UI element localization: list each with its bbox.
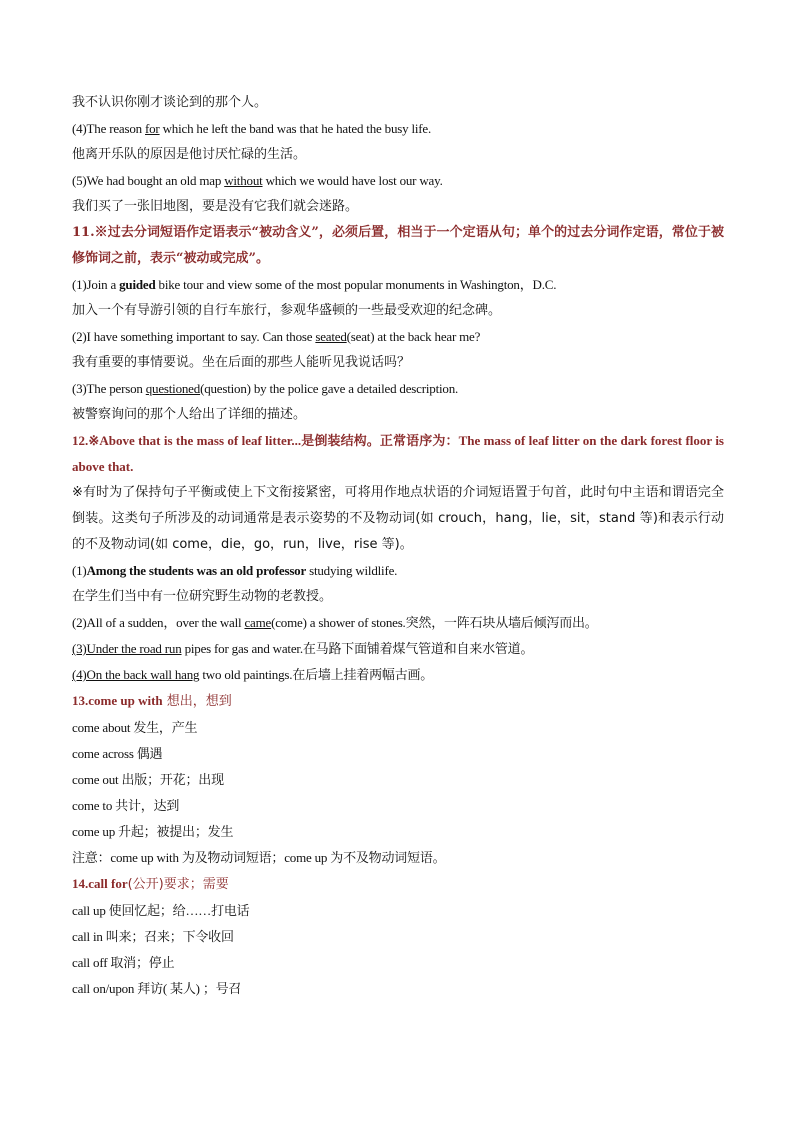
example-sentence: (2)I have something important to say. Can those seated(seat) at the back hear me? <box>72 329 481 344</box>
example-sentence: (3)Under the road run pipes for gas and water.在马路下面铺着煤气管道和自来水管道。 <box>72 641 534 656</box>
phrase-item: come across 偶遇 <box>72 746 163 761</box>
example-sentence: (3)The person questioned(question) by the police gave a detailed description. <box>72 381 459 396</box>
document-page <box>72 90 724 1002</box>
translation: 加入一个有导游引领的自行车旅行，参观华盛顿的一些最受欢迎的纪念碑。 <box>72 303 502 318</box>
phrase-item: call up 使回忆起；给……打电话 <box>72 903 250 918</box>
section-12-note: ※有时为了保持句子平衡或使上下文衔接紧密，可将用作地点状语的介词短语置于句首，此时句中主语和谓语完全倒装。这类句子所涉及的动词通常是表示姿势的不及物动词(如 crouch，hang，lie，sit，stand 等)和表示行动的不及物动词(如 come，die，go，run，live，rise 等)。 <box>72 485 724 552</box>
section-14-heading: 14.call for(公开)要求；需要 <box>72 876 229 892</box>
text-line: 我们买了一张旧地图，要是没有它我们就会迷路。 <box>72 199 359 214</box>
phrase-item: come out 出版；开花；出现 <box>72 772 224 787</box>
phrase-item: call off 取消；停止 <box>72 955 175 970</box>
example-sentence: (2)All of a sudden，over the wall came(come) a shower of stones.突然，一阵石块从墙后倾泻而出。 <box>72 615 598 630</box>
example-sentence: (1)Among the students was an old professor studying wildlife. <box>72 563 398 578</box>
phrase-item: call on/upon 拜访( 某人) ；号召 <box>72 981 242 996</box>
section-12-heading: 12.※Above that is the mass of leaf litter...是倒装结构。正常语序为：The mass of leaf litter on the dark forest floor is above that. <box>72 433 724 474</box>
usage-note: 注意：come up with 为及物动词短语；come up 为不及物动词短语。 <box>72 850 446 865</box>
text-line: 我不认识你刚才谈论到的那个人。 <box>72 95 268 110</box>
phrase-item: come about 发生，产生 <box>72 720 198 735</box>
section-13-heading: 13.come up with 想出，想到 <box>72 693 232 709</box>
phrase-item: call in 叫来；召来；下令收回 <box>72 929 234 944</box>
text-line: 他离开乐队的原因是他讨厌忙碌的生活。 <box>72 147 307 162</box>
example-sentence: (4)On the back wall hang two old paintings.在后墙上挂着两幅古画。 <box>72 667 434 682</box>
example-sentence: (5)We had bought an old map without which we would have lost our way. <box>72 173 443 188</box>
phrase-item: come to 共计，达到 <box>72 798 180 813</box>
example-sentence: (1)Join a guided bike tour and view some of the most popular monuments in Washington，D.C. <box>72 277 557 292</box>
example-sentence: (4)The reason for which he left the band was that he hated the busy life. <box>72 121 432 136</box>
translation: 被警察询问的那个人给出了详细的描述。 <box>72 407 307 422</box>
translation: 在学生们当中有一位研究野生动物的老教授。 <box>72 589 333 604</box>
section-11-heading: 11.※过去分词短语作定语表示“被动含义”，必须后置，相当于一个定语从句；单个的过去分词作定语，常位于被修饰词之前，表示“被动或完成”。 <box>72 225 724 266</box>
translation: 我有重要的事情要说。坐在后面的那些人能听见我说话吗？ <box>72 355 411 370</box>
phrase-item: come up 升起；被提出；发生 <box>72 824 234 839</box>
